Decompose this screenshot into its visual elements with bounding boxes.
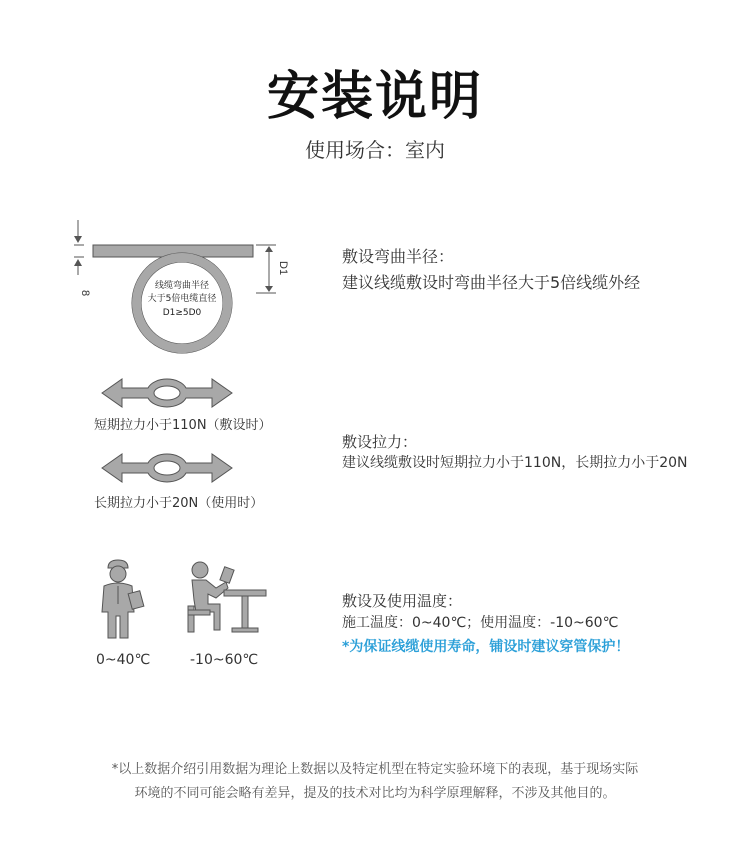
use-temperature-range: -10~60℃ <box>190 652 259 668</box>
d1-arrowhead-top <box>265 246 273 252</box>
bend-diagram-text-2: 大于5倍电缆直径 <box>147 294 217 304</box>
bend-diagram-text-1: 线缆弯曲半径 <box>154 281 210 291</box>
bend-radius-diagram <box>60 215 300 365</box>
bend-diagram-text-3: D1≥5D0 <box>162 308 202 318</box>
office-worker-icon <box>186 560 268 634</box>
install-temperature-range: 0~40℃ <box>96 652 151 668</box>
d1-arrowhead-bottom <box>265 286 273 292</box>
temperature-description: 施工温度：0~40℃；使用温度：-10~60℃ <box>342 615 619 631</box>
worker-icon <box>98 562 148 640</box>
short-tension-arrow-icon <box>100 375 235 411</box>
page-title: 安装说明 <box>266 67 483 127</box>
thickness-arrowhead-top <box>74 236 82 243</box>
disclaimer-line-2: 环境的不同可能会略有差异，提及的技术对比均为科学原理解释，不涉及其他目的。 <box>134 786 616 801</box>
short-tension-caption: 短期拉力小于110N（敷设时） <box>94 418 272 433</box>
thickness-label: 8 <box>79 290 91 297</box>
temperature-heading: 敷设及使用温度： <box>342 592 463 610</box>
long-tension-caption: 长期拉力小于20N（使用时） <box>94 496 264 511</box>
d1-label: D1 <box>277 261 289 276</box>
page-subtitle: 使用场合：室内 <box>305 138 445 162</box>
long-tension-arrow-icon <box>100 450 235 486</box>
bend-description: 建议线缆敷设时弯曲半径大于5倍线缆外经 <box>342 273 641 292</box>
disclaimer-line-1: *以上数据介绍引用数据为理论上数据以及特定机型在特定实验环境下的表现，基于现场实际 <box>111 762 639 777</box>
bend-heading: 敷设弯曲半径： <box>342 247 455 266</box>
disclaimer <box>40 758 710 806</box>
protection-note: *为保证线缆使用寿命，铺设时建议穿管保护！ <box>342 639 630 655</box>
tension-heading: 敷设拉力： <box>342 433 418 451</box>
tension-description: 建议线缆敷设时短期拉力小于110N，长期拉力小于20N <box>342 455 688 471</box>
